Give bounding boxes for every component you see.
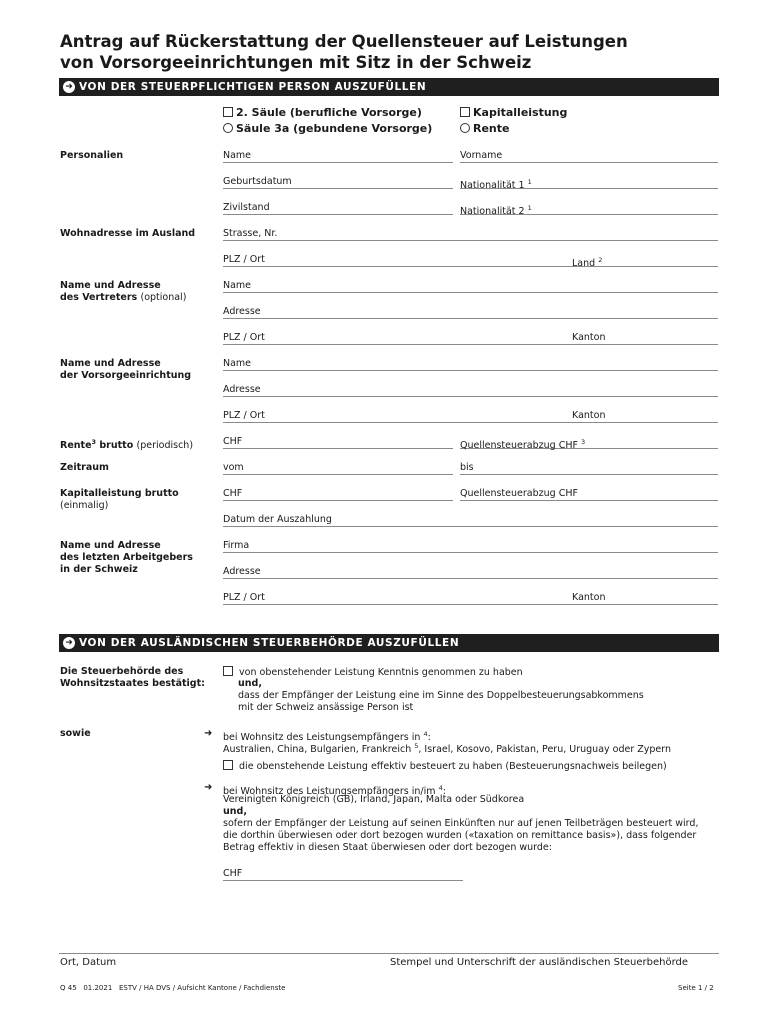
label-vertreter-line2: des Vertreters (60, 292, 138, 303)
field-geburtsdatum[interactable] (223, 176, 453, 189)
dass-line1: dass der Empfänger der Leistung eine im Sinne des Doppelbesteuerungsabkommens (238, 690, 644, 701)
field-vorsorge-plz-ort[interactable] (223, 410, 718, 423)
field-label: CHF (223, 868, 243, 879)
field-label: Adresse (223, 384, 261, 395)
laender-2: Vereinigten Königreich (GB), Irland, Japan, Malta oder Südkorea (223, 794, 525, 805)
label-arbeitgeber (60, 540, 210, 576)
confirm-kenntnis[interactable] (223, 666, 523, 679)
checkbox-icon[interactable] (460, 107, 470, 117)
wohnsitz-1-text: bei Wohnsitz des Leistungsempfängers in (223, 732, 421, 743)
field-land-label (572, 254, 602, 270)
confirm-effektiv-text: die obenstehende Leistung effektiv besteuert zu haben (Besteuerungsnachweis beilegen) (239, 761, 667, 772)
field-name[interactable] (223, 150, 453, 163)
field-label: Quellensteuerabzug CHF (460, 488, 578, 499)
section-header-authority (59, 634, 719, 652)
field-nationalitaet-2[interactable] (460, 202, 718, 215)
field-label: Name (223, 280, 252, 291)
field-rente-chf[interactable] (223, 436, 453, 449)
field-nationalitaet-2-label: Nationalität 2 (460, 206, 525, 217)
field-label: PLZ / Ort (223, 332, 265, 343)
field-label: PLZ / Ort (223, 592, 265, 603)
field-vorname[interactable] (460, 150, 718, 163)
checkbox-icon[interactable] (223, 107, 233, 117)
laender-1-text-b: , Israel, Kosovo, Pakistan, Peru, Uruguay oder Zypern (418, 744, 672, 755)
label-line1: Name und Adresse (60, 540, 161, 551)
option-kapitalleistung[interactable] (460, 105, 567, 120)
footer-left (60, 984, 285, 993)
label-personalien: Personalien (60, 150, 124, 161)
field-strasse-label: Strasse, Nr. (223, 228, 278, 239)
label-periodisch: (periodisch) (136, 440, 194, 451)
field-label: vom (223, 462, 244, 473)
label-steuerbehoerde (60, 666, 210, 690)
form-date: 01.2021 (83, 984, 113, 992)
option-saeule2-label: 2. Säule (berufliche Vorsorge) (236, 106, 422, 119)
colon: : (442, 786, 446, 797)
arrow-right-icon: ➜ (204, 782, 213, 793)
label-line1: Name und Adresse (60, 358, 161, 369)
footnote-ref: 1 (527, 178, 532, 186)
field-zivilstand-label: Zivilstand (223, 202, 270, 213)
field-datum-auszahlung[interactable] (223, 514, 718, 527)
field-vertreter-plz-ort[interactable] (223, 332, 718, 345)
field-arbeitgeber-plz-ort[interactable] (223, 592, 718, 605)
arrow-right-icon: ➜ (63, 637, 75, 649)
field-vorname-label: Vorname (460, 150, 503, 161)
field-nationalitaet-1-label: Nationalität 1 (460, 180, 525, 191)
land-text: Land (572, 258, 596, 269)
label-einmalig: (einmalig) (60, 500, 109, 511)
field-name-label: Name (223, 150, 252, 161)
sofern-line3: Betrag effektiv in diesen Staat überwiesen oder dort bezogen wurde: (223, 842, 552, 853)
page-title (60, 31, 720, 73)
field-vertreter-adresse[interactable] (223, 306, 718, 319)
field-label: Firma (223, 540, 250, 551)
footnote-ref: 3 (91, 438, 97, 446)
field-ort-datum[interactable]: Ort, Datum (60, 957, 117, 968)
field-vertreter-name[interactable] (223, 280, 718, 293)
und-text: und, (223, 806, 247, 817)
field-arbeitgeber-adresse[interactable] (223, 566, 718, 579)
label-line2: des letzten Arbeitgebers (60, 552, 193, 563)
section-header-taxpayer (59, 78, 719, 96)
label-vertreter (60, 280, 210, 304)
label-brutto: brutto (99, 440, 134, 451)
field-label: Name (223, 358, 252, 369)
checkbox-icon[interactable] (223, 666, 233, 676)
label-line1: Die Steuerbehörde des (60, 666, 184, 677)
arrow-right-icon: ➜ (204, 728, 213, 739)
field-strasse[interactable] (223, 228, 718, 241)
field-zivilstand[interactable] (223, 202, 453, 215)
page-number: Seite 1 / 2 (678, 984, 714, 992)
label-vertreter-line1: Name und Adresse (60, 280, 161, 291)
label-sowie: sowie (60, 728, 91, 739)
field-zeitraum-bis[interactable] (460, 462, 718, 475)
label-rente: Rente (60, 440, 92, 451)
footnote-ref: 4 (438, 784, 443, 792)
field-geburtsdatum-label: Geburtsdatum (223, 176, 292, 187)
field-firma[interactable] (223, 540, 718, 553)
label-line1: Kapitalleistung brutto (60, 488, 179, 499)
sofern-line2: die dorthin überwiesen oder dort bezogen wurden («taxation on remittance basis»), dass folgender (223, 830, 697, 841)
field-zeitraum-vom[interactable] (223, 462, 453, 475)
field-nationalitaet-1[interactable] (460, 176, 718, 189)
footnote-ref: 5 (414, 742, 419, 750)
laender-1-text-a: Australien, China, Bulgarien, Frankreich (223, 744, 412, 755)
label-optional: (optional) (140, 292, 187, 303)
field-kanton-label: Kanton (572, 410, 606, 421)
field-kanton-label: Kanton (572, 332, 606, 343)
footnote-ref: 4 (423, 730, 428, 738)
field-label: bis (460, 462, 474, 473)
label-rente-brutto (60, 436, 220, 452)
field-label: Adresse (223, 306, 261, 317)
field-label: CHF (223, 488, 243, 499)
footnote-ref: 3 (580, 438, 586, 446)
field-remittance-chf[interactable] (223, 868, 463, 881)
dass-line2: mit der Schweiz ansässige Person ist (238, 702, 414, 713)
sofern-line1: sofern der Empfänger der Leistung auf seinen Einkünften nur auf jenen Teilbeträgen besteuert wird, (223, 818, 699, 829)
label-kapitalleistung (60, 488, 210, 512)
radio-icon[interactable] (223, 123, 233, 133)
checkbox-icon[interactable] (223, 760, 233, 770)
field-plz-ort-ausland[interactable] (223, 254, 718, 267)
field-kapital-chf[interactable] (223, 488, 453, 501)
field-kapital-quellensteuerabzug[interactable] (460, 488, 718, 501)
label-zeitraum: Zeitraum (60, 462, 109, 473)
option-saeule3a[interactable] (223, 121, 432, 136)
label-line3: in der Schweiz (60, 564, 138, 575)
signature-divider (59, 953, 719, 954)
field-label: Quellensteuerabzug CHF (460, 440, 578, 451)
title-line-1: Antrag auf Rückerstattung der Quellensteuer auf Leistungen (60, 32, 628, 51)
field-label: CHF (223, 436, 243, 447)
label-wohnadresse: Wohnadresse im Ausland (60, 228, 196, 239)
field-rente-quellensteuerabzug[interactable] (460, 436, 718, 449)
option-rente[interactable] (460, 121, 509, 136)
arrow-right-icon: ➜ (63, 81, 75, 93)
form-org: ESTV / HA DVS / Aufsicht Kantone / Fachdienste (118, 984, 286, 992)
confirm-kenntnis-text: von obenstehender Leistung Kenntnis genommen zu haben (239, 667, 523, 678)
wohnsitz-2-text: bei Wohnsitz des Leistungsempfängers in/im (223, 786, 436, 797)
form-code: Q 45 (60, 984, 77, 992)
field-label: PLZ / Ort (223, 410, 265, 421)
option-saeule2[interactable] (223, 105, 422, 120)
option-saeule3a-label: Säule 3a (gebundene Vorsorge) (236, 122, 433, 135)
field-vorsorge-name[interactable] (223, 358, 718, 371)
field-plz-label: PLZ / Ort (223, 254, 265, 265)
field-label: Adresse (223, 566, 261, 577)
field-stempel-unterschrift[interactable]: Stempel und Unterschrift der ausländischen Steuerbehörde (390, 957, 689, 968)
colon: : (427, 732, 431, 743)
confirm-effektiv[interactable] (223, 760, 667, 773)
section-title: VON DER STEUERPFLICHTIGEN PERSON AUSZUFÜLLEN (79, 81, 427, 93)
title-line-2: von Vorsorgeeinrichtungen mit Sitz in der Schweiz (60, 53, 532, 72)
option-rente-label: Rente (473, 122, 510, 135)
und-text: und, (238, 678, 262, 689)
field-label: Datum der Auszahlung (223, 514, 332, 525)
label-line2: Wohnsitzstaates bestätigt: (60, 678, 205, 689)
field-vorsorge-adresse[interactable] (223, 384, 718, 397)
field-kanton-label: Kanton (572, 592, 606, 603)
laender-1 (223, 740, 671, 756)
radio-icon[interactable] (460, 123, 470, 133)
option-kapitalleistung-label: Kapitalleistung (473, 106, 568, 119)
label-vorsorgeeinrichtung (60, 358, 210, 382)
label-line2: der Vorsorgeeinrichtung (60, 370, 192, 381)
section-title: VON DER AUSLÄNDISCHEN STEUERBEHÖRDE AUSZUFÜLLEN (79, 637, 460, 649)
footnote-ref: 2 (598, 256, 603, 264)
footnote-ref: 1 (527, 204, 532, 212)
